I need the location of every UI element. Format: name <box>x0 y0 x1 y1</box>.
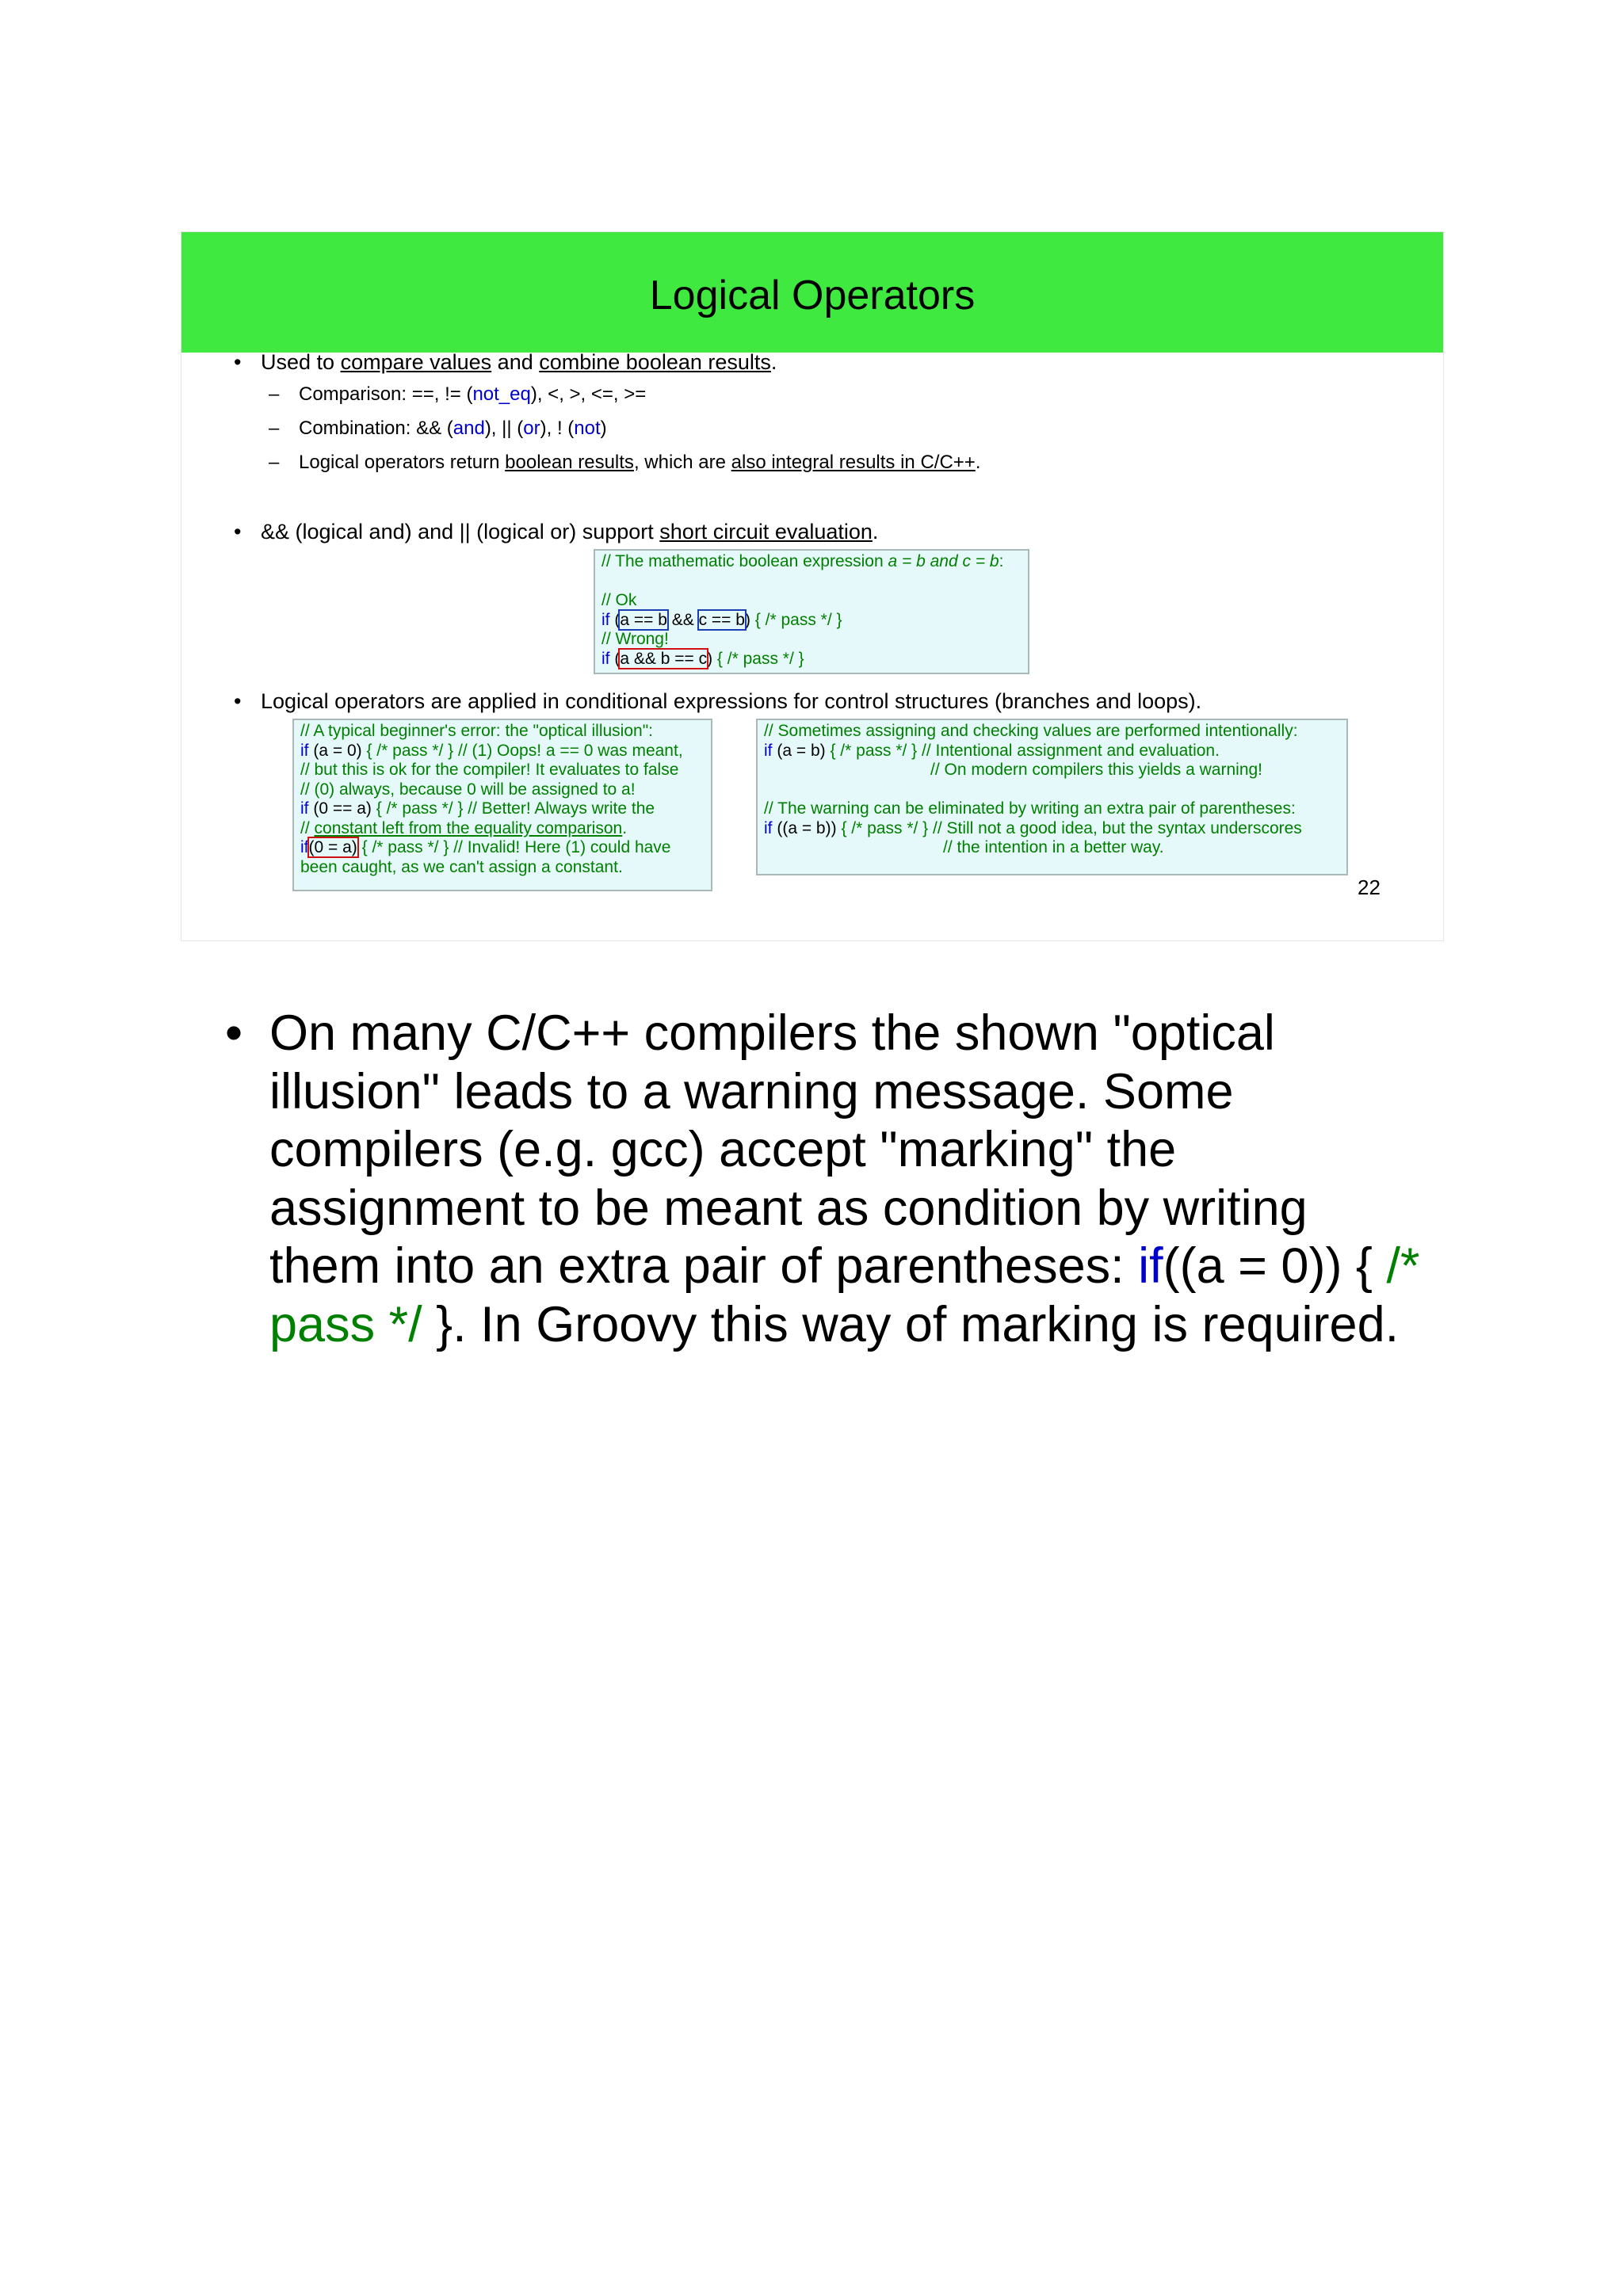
link-compare-values: compare values <box>340 350 492 374</box>
code-box-intentional-assignment: // Sometimes assigning and checking values are performed intentionally: if (a = b) { /* pass */ } // Intentional assignment and evaluation. // On modern compilers this yields a warning! // The warning can be eliminated by writing an extra pair of parentheses: if ((a = b)) { /* pass */ } // Still not a good idea, but the syntax underscores // the intention in a better way. <box>756 719 1348 875</box>
bullet-dot: • <box>225 1005 243 1061</box>
link-short-circuit-evaluation: short circuit evaluation <box>659 520 873 543</box>
code-box-optical-illusion: // A typical beginner's error: the "optical illusion": if (a = 0) { /* pass */ } // (1) Oops! a == 0 was meant, // but this is ok for the compiler! It evaluates to false // (0) always, because 0 will be assigned to a! if (0 == a) { /* pass */ } // Better! Always write the // constant left from the equality comparison. if(0 = a) { /* pass */ } // Invalid! Here (1) could have been caught, as we can't assign a constant. <box>292 719 712 891</box>
bullet-short-circuit: • && (logical and) and || (logical or) support short circuit evaluation. <box>234 520 879 543</box>
highlight-a-eq-b: a == b <box>620 610 667 629</box>
slide-title: Logical Operators <box>649 273 976 318</box>
sub-item-comparison: – Comparison: ==, != (not_eq), <, >, <=, >= <box>269 383 647 405</box>
page-number: 22 <box>1358 875 1381 899</box>
speaker-note: • On many C/C++ compilers the shown "optical illusion" leads to a warning message. Some compilers (e.g. gcc) accept "marking" the assignment to be meant as condition by writing them into an extra pair of parentheses: if((a = 0)) { /* pass */ }. In Groovy this way of marking is required. <box>225 1005 1420 1352</box>
highlight-invalid-assignment: (0 = a) <box>308 838 357 856</box>
highlight-c-eq-b: c == b <box>698 610 745 629</box>
bullet-dot: • <box>234 350 242 374</box>
bullet-control-structures: • Logical operators are applied in conditional expressions for control structures (branches and loops). <box>234 689 1202 713</box>
title-bar <box>181 232 1443 353</box>
sub-item-combination: – Combination: && (and), || (or), ! (not) <box>269 418 607 439</box>
bullet-compare-combine: • Used to compare values and combine boolean results. <box>234 350 777 374</box>
sub-item-return-types: – Logical operators return boolean results, which are also integral results in C/C++. <box>269 452 981 473</box>
highlight-wrong-expression: a && b == c <box>620 649 708 668</box>
bullet-dot: • <box>234 520 242 543</box>
slide <box>181 231 1444 941</box>
bullet-dot: • <box>234 689 242 713</box>
code-box-short-circuit: // The mathematic boolean expression a = b and c = b: // Ok if (a == b && c == b) { /* pass */ } // Wrong! if (a && b == c) { /* pass */ } <box>594 549 1029 674</box>
link-combine-boolean-results: combine boolean results <box>539 350 771 374</box>
